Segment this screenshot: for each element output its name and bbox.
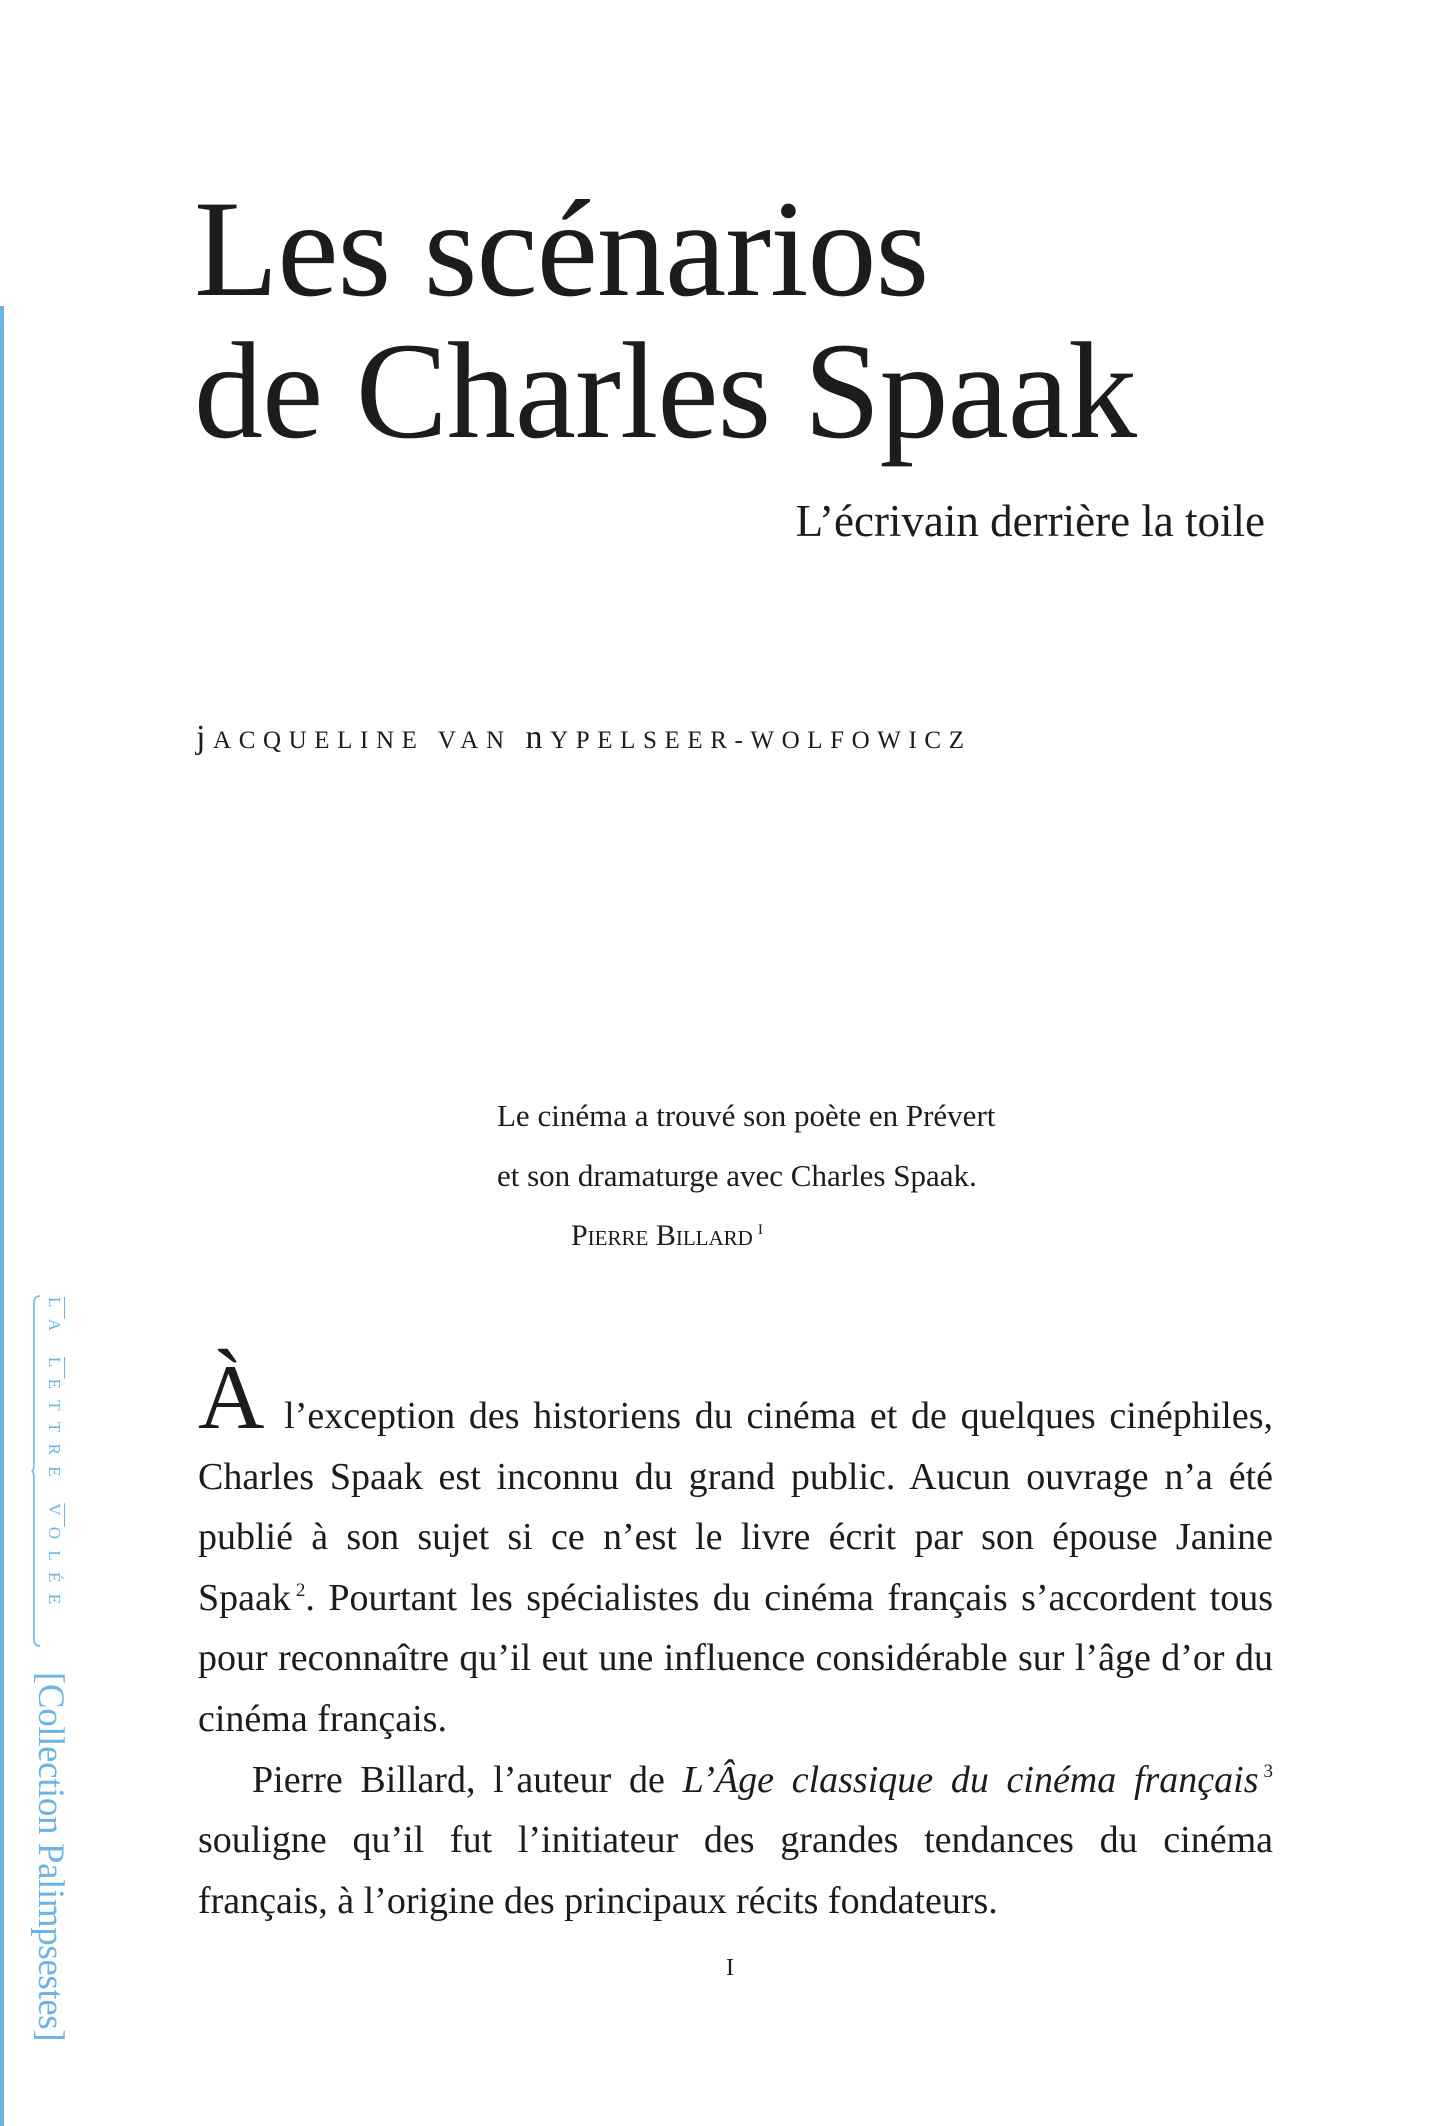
- collection-name: [Collection Palimpsestes]: [30, 1672, 71, 2042]
- author-initial: j: [196, 719, 214, 756]
- epigraph-line-1: Le cinéma a trouvé son poète en Prévert: [497, 1098, 996, 1133]
- paragraph-1: [198, 1346, 1273, 1750]
- spine-labels: [0, 0, 100, 2126]
- publisher-word-initial: $\overline{L}$: [45, 1297, 64, 1319]
- publisher-word-initial: $\overline{V}$: [45, 1503, 64, 1527]
- book-title: [194, 172, 1137, 467]
- title-line-2: de Charles Spaak: [194, 314, 1137, 467]
- publisher-word-rest: OLÉE: [45, 1526, 64, 1616]
- drop-cap: À: [198, 1346, 265, 1448]
- publisher-word-rest: ETTRE: [45, 1378, 64, 1488]
- author-initial: n: [525, 719, 551, 756]
- brace-icon: [31, 1295, 41, 1647]
- footnote-ref[interactable]: 2: [295, 1579, 306, 1601]
- paragraph-text: Pierre Billard, l’auteur de: [252, 1758, 683, 1801]
- author-name-part: ACQUELINE VAN: [213, 727, 526, 754]
- epigraph-attribution: [571, 1206, 1117, 1266]
- title-line-1: Les scénarios: [194, 172, 929, 325]
- book-subtitle: L’écrivain derrière la toile: [795, 496, 1265, 546]
- footnote-ref[interactable]: 3: [1263, 1761, 1273, 1783]
- publisher-word-rest: A: [45, 1318, 64, 1342]
- epigraph: [497, 1086, 1117, 1266]
- body-text: [198, 1346, 1273, 1931]
- footnote-ref[interactable]: I: [757, 1221, 763, 1238]
- paragraph-2: [198, 1750, 1273, 1932]
- cited-book-title: L’Âge classique du cinéma français: [682, 1758, 1259, 1801]
- attribution-name: Pierre Billard: [571, 1219, 753, 1252]
- paragraph-text: . Pourtant les spécialistes du cinéma français s’accordent tous pour reconnaître qu’il eut une influence considérable sur l’âge d’or du cinéma français.: [198, 1576, 1273, 1740]
- publisher-word-initial: $\overline{L}$: [45, 1356, 64, 1379]
- author-name-part: YPELSEER-WOLFOWICZ: [550, 727, 972, 754]
- epigraph-line-2: et son dramaturge avec Charles Spaak.: [497, 1158, 977, 1193]
- paragraph-text: l’exception des historiens du cinéma et de quelques cinéphiles, Charles Spaak est inconnu du grand public. Aucun ouvrage n’a été publié à son sujet si ce n’est le livre écrit par son épouse Janine Spaak: [198, 1395, 1273, 1619]
- page-number: I: [726, 1955, 734, 1981]
- paragraph-text: souligne qu’il fut l’initiateur des grandes tendances du cinéma français, à l’origine des principaux récits fondateurs.: [198, 1819, 1273, 1922]
- publisher-name: [44, 1297, 64, 1647]
- author-name: [196, 718, 972, 761]
